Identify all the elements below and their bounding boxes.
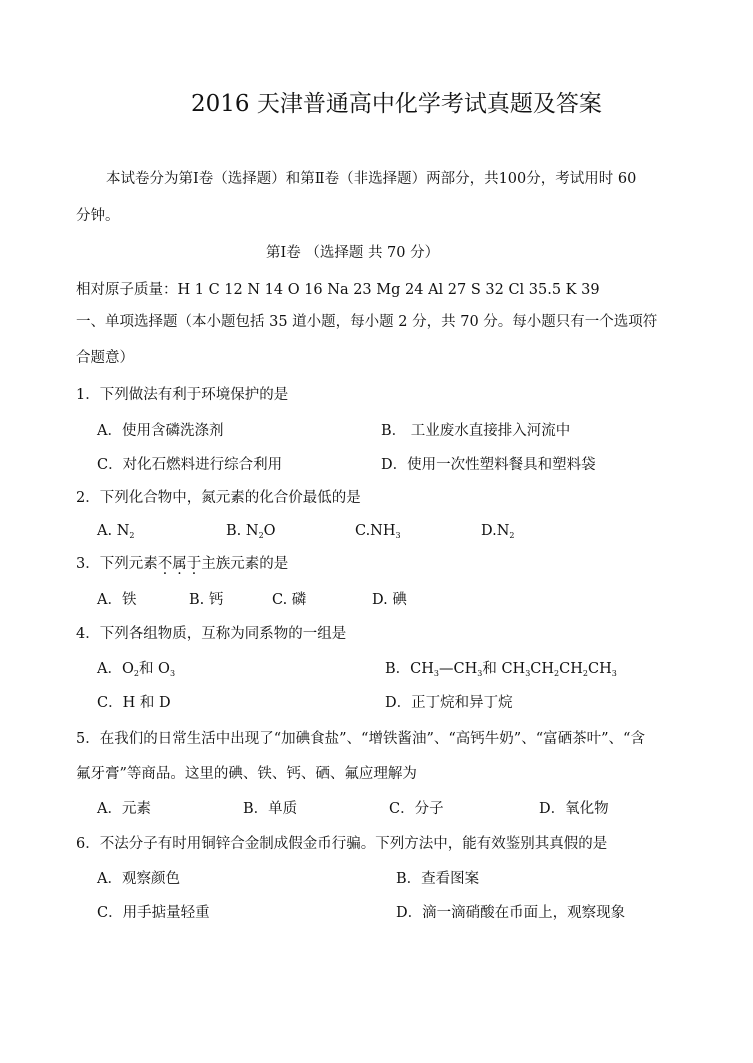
question-4-option-a: A．$O_2$和 $O_3$ — [97, 661, 176, 678]
question-4-option-d: D．正丁烷和异丁烷 — [385, 695, 513, 711]
section1-line-1: 一、单项选择题（本小题包括 35 道小题，每小题 2 分，共 70 分。每小题只有一个选项符 — [76, 314, 658, 330]
question-1-stem: 1．下列做法有利于环境保护的是 — [76, 387, 289, 403]
question-6-option-a: A．观察颜色 — [97, 871, 180, 887]
question-3-stem: 3．下列元素不属于主族元素的是 — [76, 556, 289, 572]
intro-line-1: 本试卷分为第Ⅰ卷（选择题）和第Ⅱ卷（非选择题）两部分，共100分，考试用时 60 — [106, 171, 637, 187]
question-2-option-d: $D.N_2$ — [481, 523, 515, 540]
question-1-option-b: B． 工业废水直接排入河流中 — [381, 423, 571, 439]
question-5-option-b: B．单质 — [243, 801, 298, 817]
question-6-stem: 6．不法分子有时用铜锌合金制成假金币行骗。下列方法中，能有效鉴别其真假的是 — [76, 836, 608, 852]
question-2-stem: 2．下列化合物中，氮元素的化合价最低的是 — [76, 490, 361, 506]
question-3-option-a: A．铁 — [97, 592, 137, 608]
question-6-option-b: B．查看图案 — [396, 871, 480, 887]
question-2-option-c: $C.NH_3$ — [355, 523, 401, 540]
question-1-option-a: A．使用含磷洗涤剂 — [97, 423, 224, 439]
question-5-stem-line-1: 5．在我们的日常生活中出现了“加碘食盐”、“增铁酱油”、“高钙牛奶”、“富硒茶叶”、“含 — [76, 731, 645, 747]
question-2-option-b: B. $N_2O$ — [226, 523, 276, 540]
page-title: 2016 天津普通高中化学考试真题及答案 — [191, 91, 602, 117]
question-2-option-a: A. $N_2$ — [97, 523, 135, 540]
question-1-option-d: D．使用一次性塑料餐具和塑料袋 — [381, 457, 596, 473]
question-4-stem: 4．下列各组物质，互称为同系物的一组是 — [76, 626, 347, 642]
emphasis-dot-char: 属 — [172, 556, 187, 572]
question-5-option-c: C．分子 — [389, 801, 444, 817]
question-5-option-a: A．元素 — [97, 801, 151, 817]
question-6-option-d: D．滴一滴硝酸在币面上，观察现象 — [396, 905, 626, 921]
intro-line-2: 分钟。 — [76, 208, 120, 224]
question-4-option-b: B．$CH_3—CH_3$和 $CH_3CH_2CH_2CH_3$ — [385, 661, 617, 678]
section1-line-2: 合题意） — [76, 350, 134, 366]
question-1-option-c: C．对化石燃料进行综合利用 — [97, 457, 283, 473]
question-6-option-c: C．用手掂量轻重 — [97, 905, 210, 921]
question-3-option-d: D. 碘 — [372, 592, 407, 608]
emphasis-dot-char: 于 — [186, 556, 202, 572]
question-5-option-d: D．氧化物 — [539, 801, 609, 817]
question-4-option-c: C．H 和 D — [97, 695, 171, 711]
question-3-option-b: B. 钙 — [189, 592, 224, 608]
question-5-stem-line-2: 氟牙膏”等商品。这里的碘、铁、钙、硒、氟应理解为 — [76, 766, 417, 782]
part1-heading: 第Ⅰ卷 （选择题 共 70 分） — [266, 245, 440, 261]
atomic-masses: 相对原子质量：H 1 C 12 N 14 O 16 Na 23 Mg 24 Al 27 S 32 Cl 35.5 K 39 — [76, 282, 600, 298]
question-3-option-c: C. 磷 — [272, 592, 307, 608]
emphasis-dot-char: 不 — [157, 556, 173, 572]
